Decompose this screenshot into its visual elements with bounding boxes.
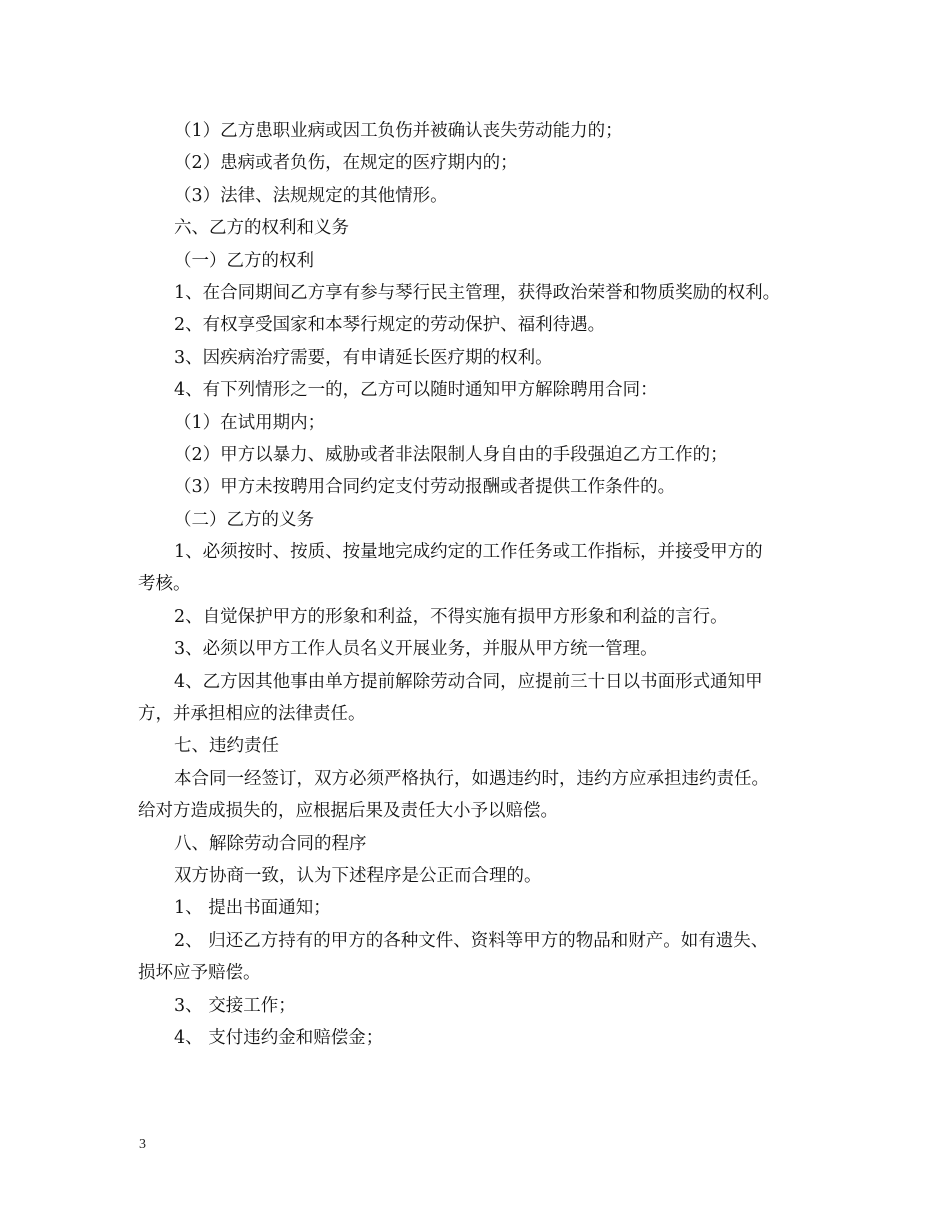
paragraph-line: 1、 提出书面通知； [174,898,331,919]
paragraph-line: 4、乙方因其他事由单方提前解除劳动合同，应提前三十日以书面形式通知甲 [174,671,763,692]
paragraph-line: 3、必须以甲方工作人员名义开展业务，并服从甲方统一管理。 [174,639,658,660]
subsection-heading: （一）乙方的权利 [174,250,314,271]
paragraph-line: 方，并承担相应的法律责任。 [138,704,366,725]
paragraph-line: （1）乙方患职业病或因工负伤并被确认丧失劳动能力的； [174,121,623,141]
paragraph-line: 1、在合同期间乙方享有参与琴行民主管理，获得政治荣誉和物质奖励的权利。 [174,282,781,303]
paragraph-line: 1、必须按时、按质、按量地完成约定的工作任务或工作指标，并接受甲方的 [174,542,763,563]
paragraph-line: （3）法律、法规规定的其他情形。 [174,185,448,206]
paragraph-line: （1）在试用期内； [174,412,326,433]
section-heading: 六、乙方的权利和义务 [174,218,349,239]
page-number: 3 [139,1137,146,1152]
paragraph-line: 损坏应予赔偿。 [138,963,261,984]
paragraph-line: 4、 支付违约金和赔偿金； [174,1027,384,1048]
document-body [138,115,814,1054]
section-heading: 八、解除劳动合同的程序 [174,833,367,854]
paragraph-line: 4、有下列情形之一的，乙方可以随时通知甲方解除聘用合同： [174,380,658,401]
paragraph-line: （2）患病或者负伤，在规定的医疗期内的； [174,153,518,174]
paragraph-line: 双方协商一致，认为下述程序是公正而合理的。 [174,865,542,886]
paragraph-line: 给对方造成损失的，应根据后果及责任大小予以赔偿。 [138,801,558,822]
paragraph-line: （2）甲方以暴力、威胁或者非法限制人身自由的手段强迫乙方工作的； [174,444,728,465]
paragraph-line: 2、 归还乙方持有的甲方的各种文件、资料等甲方的物品和财产。如有遗失、 [174,930,769,951]
subsection-heading: （二）乙方的义务 [174,509,314,530]
paragraph-line: 3、 交接工作； [174,995,296,1016]
paragraph-line: 考核。 [138,574,191,595]
section-heading: 七、违约责任 [174,736,279,757]
paragraph-line: 本合同一经签订，双方必须严格执行，如遇违约时，违约方应承担违约责任。 [174,768,769,789]
paragraph-line: 3、因疾病治疗需要，有申请延长医疗期的权利。 [174,347,553,368]
paragraph-line: （3）甲方未按聘用合同约定支付劳动报酬或者提供工作条件的。 [174,477,676,498]
paragraph-line: 2、自觉保护甲方的形象和利益，不得实施有损甲方形象和利益的言行。 [174,606,728,627]
paragraph-line: 2、有权享受国家和本琴行规定的劳动保护、福利待遇。 [174,315,606,336]
